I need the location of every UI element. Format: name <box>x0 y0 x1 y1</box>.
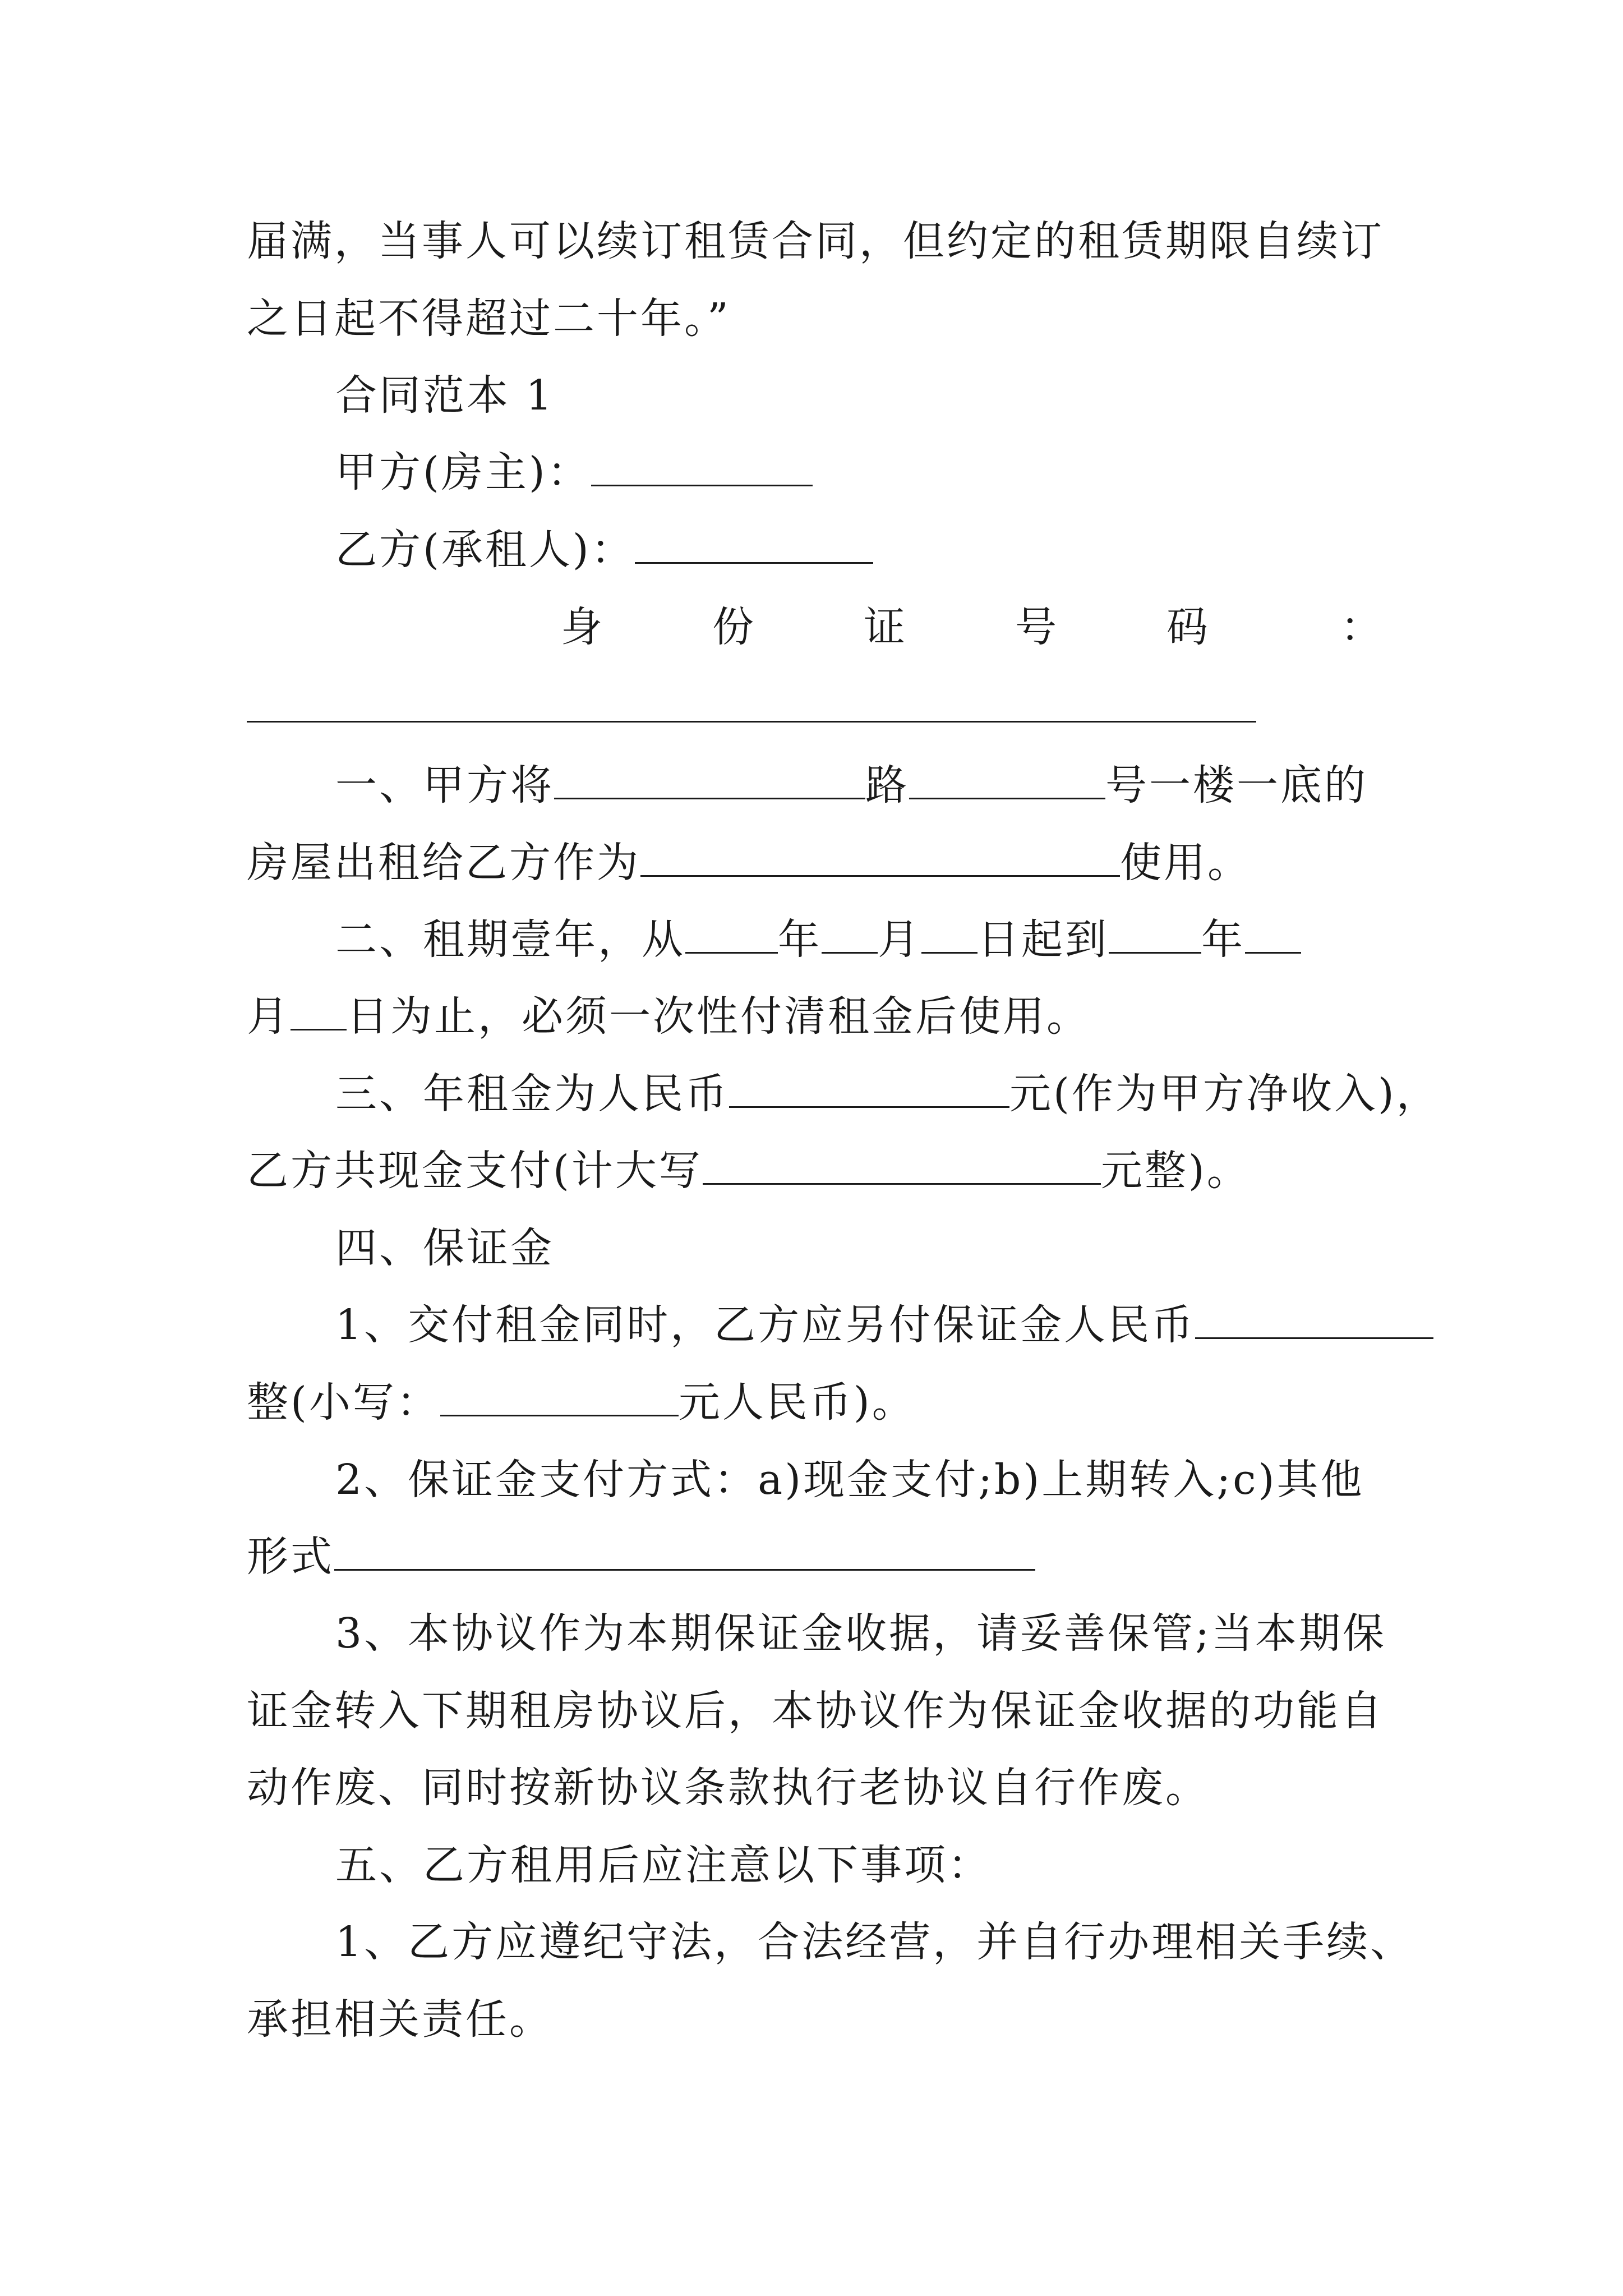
clause-4-3-line-3: 动作废、同时按新协议条款执行老协议自行作废。 <box>247 1764 1209 1812</box>
clause-2-text: 日为止，必须一次性付清租金后使用。 <box>347 992 1090 1041</box>
clause-4-1-line-1 <box>335 1297 1433 1353</box>
id-char: 身 <box>561 603 602 651</box>
clause-3-text: 元(作为甲方净收入)， <box>1009 1070 1440 1118</box>
year-label: 年 <box>1201 915 1245 964</box>
clause-4-1-text: 元人民币)。 <box>678 1378 916 1427</box>
clause-5-1-line-2: 承担相关责任。 <box>247 1995 553 2044</box>
clause-1-text: 一、甲方将 <box>335 761 554 809</box>
clause-1-text: 房屋出租给乙方作为 <box>247 839 640 887</box>
party-a-label: 甲方(房主)： <box>335 448 591 496</box>
road-blank[interactable] <box>554 757 865 799</box>
usage-blank[interactable] <box>640 835 1120 877</box>
clause-4-2-text: 形式 <box>247 1533 334 1581</box>
id-char: 份 <box>712 603 754 651</box>
clause-4-3-line-1: 3、本协议作为本期保证金收据，请妥善保管;当本期保 <box>335 1609 1387 1658</box>
clause-2-line-1 <box>335 912 1301 968</box>
clause-1-text: 使用。 <box>1120 839 1251 887</box>
id-char: ： <box>1340 603 1382 651</box>
deposit-amount-blank[interactable] <box>1195 1297 1433 1339</box>
clause-1-line-2 <box>247 835 1251 891</box>
end-day-blank[interactable] <box>291 988 347 1030</box>
deposit-lowercase-blank[interactable] <box>440 1374 679 1416</box>
clause-4-heading: 四、保证金 <box>335 1224 554 1272</box>
annual-rent-blank[interactable] <box>729 1066 1009 1108</box>
road-label: 路 <box>865 761 909 809</box>
clause-4-1-text: 1、交付租金同时，乙方应另付保证金人民币 <box>335 1301 1196 1349</box>
id-number-blank[interactable] <box>247 721 1256 723</box>
clause-1-text: 号一楼一底的 <box>1105 761 1368 809</box>
clause-3-text: 乙方共现金支付(计大写 <box>247 1147 703 1195</box>
rent-capital-blank[interactable] <box>703 1143 1101 1185</box>
start-year-blank[interactable] <box>685 912 778 954</box>
clause-3-line-1 <box>335 1066 1440 1122</box>
clause-2-text: 二、租期壹年，从 <box>335 915 685 964</box>
party-b-line <box>335 522 873 578</box>
paragraph-line: 之日起不得超过二十年。” <box>247 295 731 343</box>
clause-4-1-line-2 <box>247 1374 916 1430</box>
clause-1-line-1 <box>335 757 1368 813</box>
end-month-blank-partial[interactable] <box>1245 912 1301 954</box>
start-day-blank[interactable] <box>921 912 978 954</box>
clause-5-heading: 五、乙方租用后应注意以下事项： <box>335 1841 992 1889</box>
party-a-line <box>335 444 813 500</box>
clause-4-1-text: 整(小写： <box>247 1378 440 1427</box>
party-b-blank[interactable] <box>635 522 873 564</box>
month-label: 月 <box>878 915 921 964</box>
clause-4-2-line-2 <box>247 1529 1035 1585</box>
clause-3-line-2 <box>247 1143 1251 1199</box>
year-label: 年 <box>778 915 822 964</box>
party-b-label: 乙方(承租人)： <box>335 526 635 574</box>
clause-3-text: 元整)。 <box>1100 1147 1251 1195</box>
party-a-blank[interactable] <box>591 444 813 486</box>
clause-4-2-line-1: 2、保证金支付方式：a)现金支付;b)上期转入;c)其他 <box>335 1456 1364 1504</box>
day-label: 日起到 <box>978 915 1109 964</box>
contract-template-title: 合同范本 1 <box>335 371 555 420</box>
clause-5-1-line-1: 1、乙方应遵纪守法，合法经营，并自行办理相关手续、 <box>335 1918 1414 1966</box>
paragraph-line: 届满，当事人可以续订租赁合同，但约定的租赁期限自续订 <box>247 217 1384 265</box>
id-char: 码 <box>1166 603 1208 651</box>
other-form-blank[interactable] <box>334 1529 1035 1571</box>
start-month-blank[interactable] <box>822 912 878 954</box>
clause-3-text: 三、年租金为人民币 <box>335 1070 729 1118</box>
clause-4-3-line-2: 证金转入下期租房协议后，本协议作为保证金收据的功能自 <box>247 1687 1384 1735</box>
month-label: 月 <box>247 992 291 1041</box>
clause-2-line-2 <box>247 988 1090 1045</box>
id-char: 号 <box>1015 603 1057 651</box>
end-year-blank[interactable] <box>1109 912 1201 954</box>
number-blank[interactable] <box>909 757 1105 799</box>
id-char: 证 <box>864 603 905 651</box>
